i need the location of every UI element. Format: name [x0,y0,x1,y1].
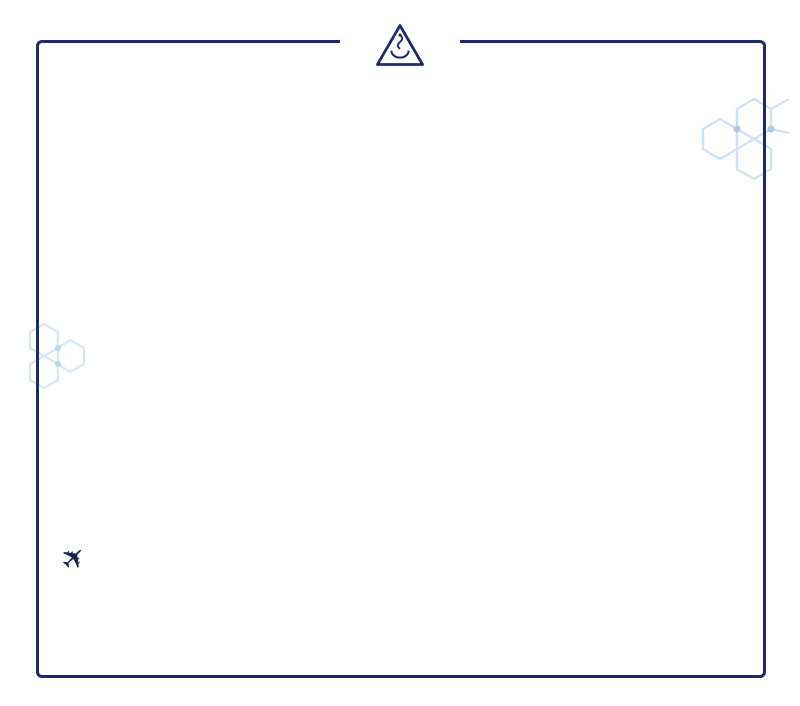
age-group-line-chart [445,403,765,618]
logo-triangle-medical-icon [374,22,426,68]
org-logo [340,22,460,75]
transported-cases [53,538,172,580]
airplane-icon: ✈ [53,538,95,580]
